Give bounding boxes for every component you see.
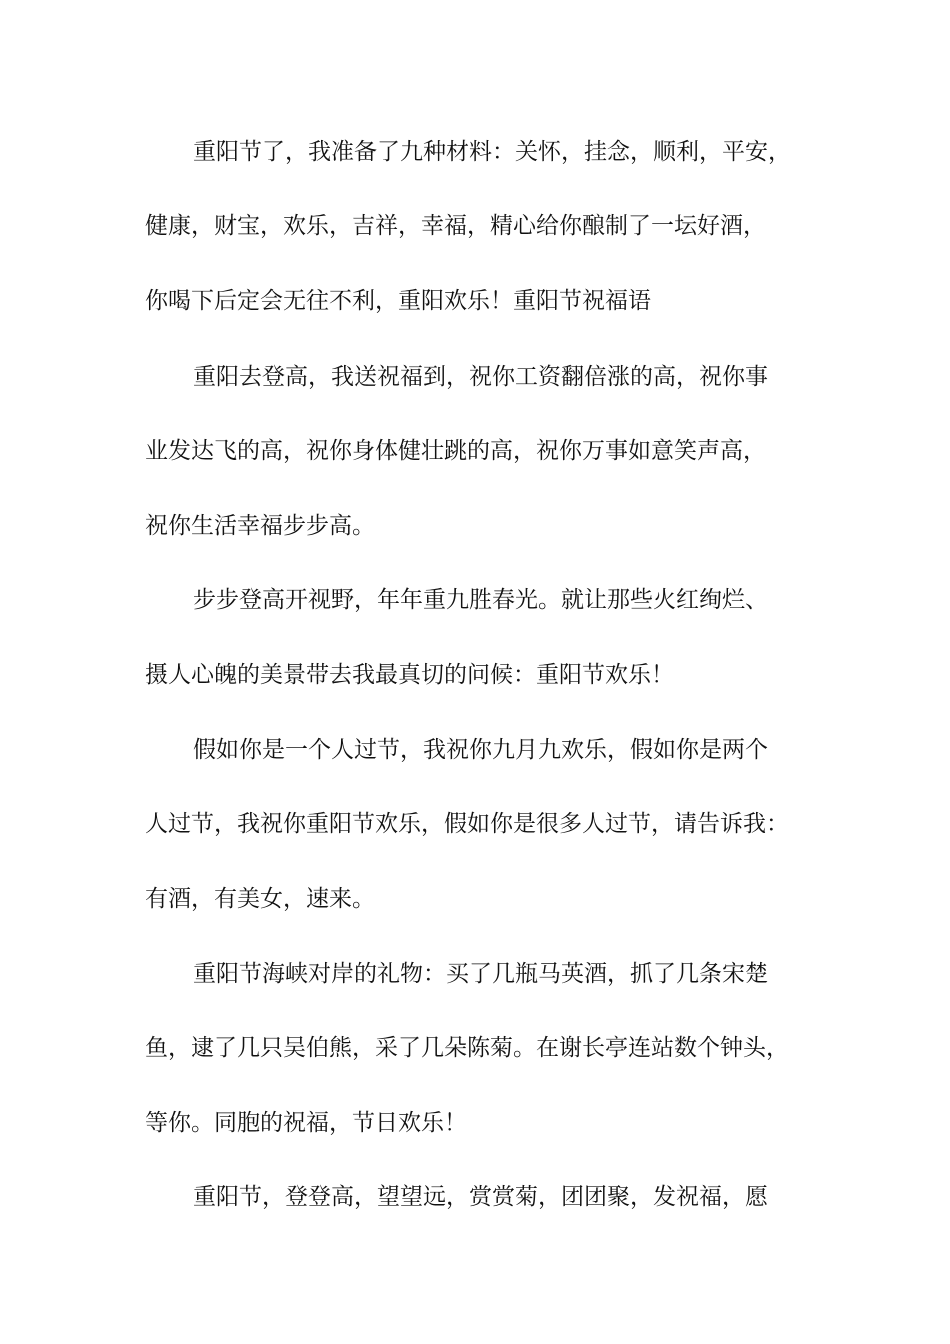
paragraph-4-line-3: 有酒，有美女，速来。	[145, 886, 375, 912]
paragraph-5-line-3: 等你。同胞的祝福，节日欢乐！	[145, 1110, 467, 1136]
paragraph-1-line-2: 健康，财宝，欢乐，吉祥，幸福，精心给你酿制了一坛好酒，	[145, 213, 766, 239]
paragraph-2-line-1: 重阳去登高，我送祝福到，祝你工资翻倍涨的高，祝你事	[193, 364, 768, 390]
paragraph-3-line-1: 步步登高开视野，年年重九胜春光。就让那些火红绚烂、	[193, 587, 768, 613]
paragraph-3-line-2: 摄人心魄的美景带去我最真切的问候：重阳节欢乐！	[145, 662, 674, 688]
paragraph-6-line-1: 重阳节，登登高，望望远，赏赏菊，团团聚，发祝福，愿	[193, 1184, 768, 1210]
paragraph-4-line-1: 假如你是一个人过节，我祝你九月九欢乐，假如你是两个	[193, 737, 768, 763]
paragraph-1-line-3: 你喝下后定会无往不利，重阳欢乐！重阳节祝福语	[145, 288, 651, 314]
paragraph-4-line-2: 人过节，我祝你重阳节欢乐，假如你是很多人过节，请告诉我：	[145, 811, 789, 837]
paragraph-1-line-1: 重阳节了，我准备了九种材料：关怀，挂念，顺利，平安，	[193, 139, 791, 165]
paragraph-5-line-2: 鱼，逮了几只吴伯熊，采了几朵陈菊。在谢长亭连站数个钟头，	[145, 1035, 789, 1061]
paragraph-5-line-1: 重阳节海峡对岸的礼物：买了几瓶马英酒，抓了几条宋楚	[193, 961, 768, 987]
paragraph-2-line-2: 业发达飞的高，祝你身体健壮跳的高，祝你万事如意笑声高，	[145, 438, 766, 464]
paragraph-2-line-3: 祝你生活幸福步步高。	[145, 513, 375, 539]
